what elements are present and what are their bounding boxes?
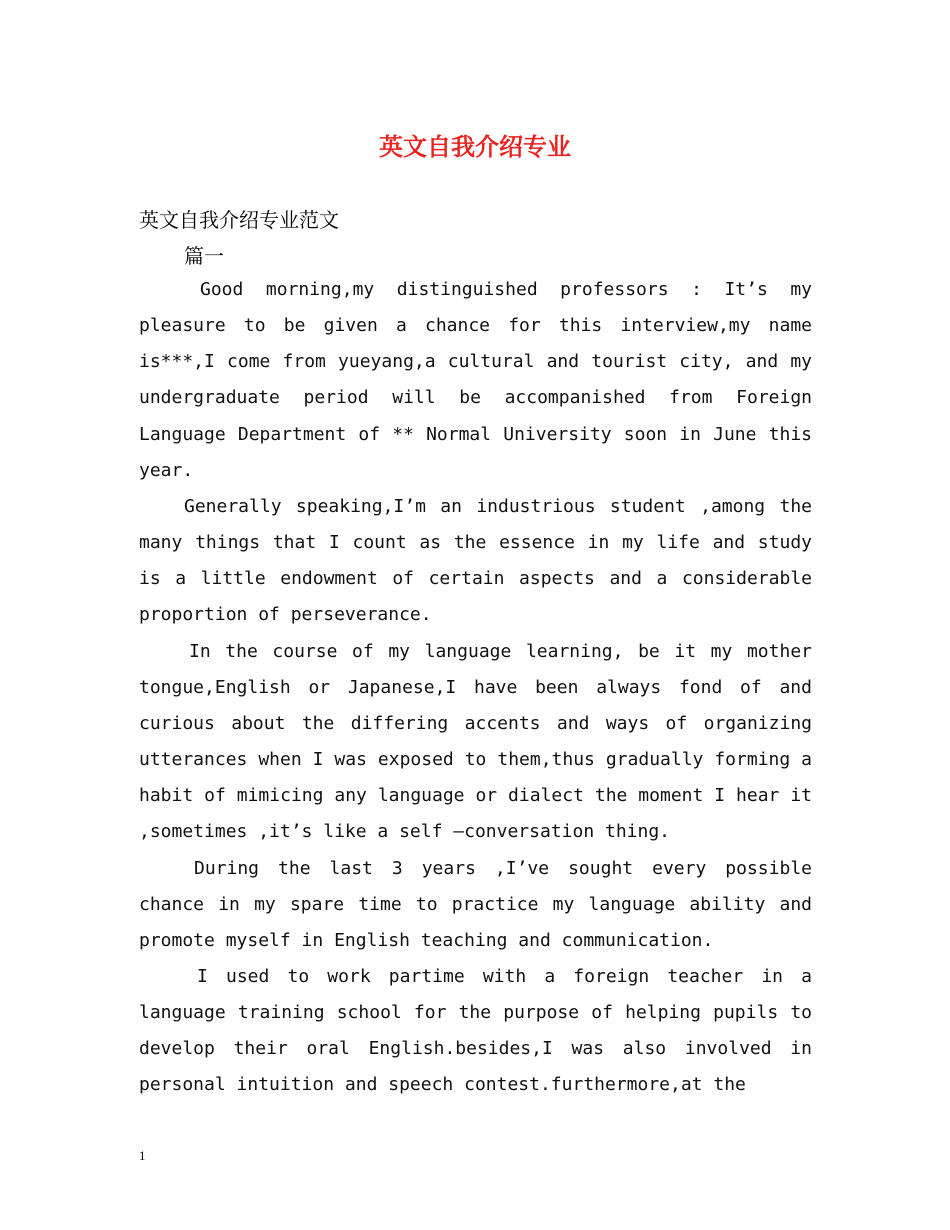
page-number: 1 — [139, 1148, 146, 1163]
document-body — [139, 272, 812, 1104]
section-label: 篇一 — [184, 244, 224, 268]
paragraph-1: Good morning,my distinguished professors : It’s my pleasure to be given a chance for this interview,my name is***,I come from yueyang,a cultural and tourist city, and my undergraduate period will be accompanished from Foreign Language Department of ** Normal University soon in June this year. — [139, 279, 812, 481]
document-title: 英文自我介绍专业 — [379, 132, 571, 161]
paragraph-5: I used to work partime with a foreign teacher in a language training school for the purpose of helping pupils to develop their oral English.besides,I was also involved in personal intuition and speech contest.furthermore,at the — [139, 965, 812, 1096]
paragraph-4: During the last 3 years ,I’ve sought every possible chance in my spare time to practice my language ability and promote myself in English teaching and communication. — [139, 857, 812, 951]
document-subtitle: 英文自我介绍专业范文 — [139, 208, 339, 232]
paragraph-3: In the course of my language learning, be it my mother tongue,English or Japanese,I have been always fond of and curious about the differing accents and ways of organizing utterances when I was exposed to them,thus gradually forming a habit of mimicing any language or dialect the moment I hear it ,sometimes ,it’s like a self –conversation thing. — [139, 640, 812, 843]
paragraph-2: Generally speaking,I’m an industrious student ,among the many things that I count as the essence in my life and study is a little endowment of certain aspects and a considerable proportion of perseverance. — [139, 495, 812, 626]
